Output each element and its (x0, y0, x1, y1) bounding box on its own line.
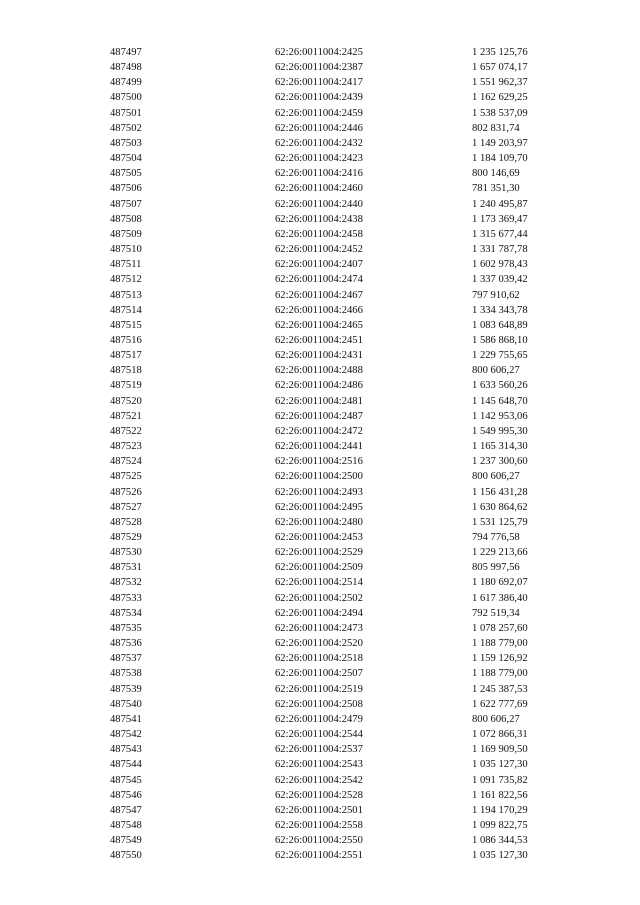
row-number: 487538 (110, 668, 142, 680)
cadastral-value: 1 035 127,30 (472, 759, 528, 771)
cadastral-value: 1 337 039,42 (472, 274, 528, 286)
cadastral-value: 1 156 431,28 (472, 486, 528, 498)
cadastral-number: 62:26:0011004:2508 (275, 698, 363, 710)
table-row (0, 666, 640, 681)
cadastral-number: 62:26:0011004:2441 (275, 441, 363, 453)
cadastral-value: 800 606,27 (472, 365, 520, 377)
cadastral-value: 800 606,27 (472, 713, 520, 725)
row-number: 487513 (110, 289, 142, 301)
table-row (0, 303, 640, 318)
table-row (0, 227, 640, 242)
table-row (0, 60, 640, 75)
row-number: 487530 (110, 547, 142, 559)
row-number: 487507 (110, 198, 142, 210)
cadastral-value: 797 910,62 (472, 289, 520, 301)
row-number: 487528 (110, 516, 142, 528)
row-number: 487541 (110, 713, 142, 725)
cadastral-number: 62:26:0011004:2528 (275, 789, 363, 801)
cadastral-number: 62:26:0011004:2438 (275, 213, 363, 225)
cadastral-number: 62:26:0011004:2544 (275, 729, 363, 741)
row-number: 487512 (110, 274, 142, 286)
cadastral-number: 62:26:0011004:2514 (275, 577, 363, 589)
cadastral-value: 1 245 387,53 (472, 683, 528, 695)
cadastral-value: 1 229 755,65 (472, 350, 528, 362)
table-row (0, 848, 640, 863)
cadastral-value: 1 630 864,62 (472, 501, 528, 513)
cadastral-number: 62:26:0011004:2529 (275, 547, 363, 559)
cadastral-value: 1 149 203,97 (472, 137, 528, 149)
row-number: 487506 (110, 183, 142, 195)
cadastral-number: 62:26:0011004:2467 (275, 289, 363, 301)
cadastral-number: 62:26:0011004:2459 (275, 107, 363, 119)
cadastral-number: 62:26:0011004:2481 (275, 395, 363, 407)
cadastral-number: 62:26:0011004:2432 (275, 137, 363, 149)
table-row (0, 500, 640, 515)
cadastral-number: 62:26:0011004:2500 (275, 471, 363, 483)
row-number: 487517 (110, 350, 142, 362)
row-number: 487516 (110, 334, 142, 346)
row-number: 487497 (110, 47, 142, 58)
cadastral-number: 62:26:0011004:2458 (275, 228, 363, 240)
table-row (0, 242, 640, 257)
row-number: 487502 (110, 122, 142, 134)
row-number: 487510 (110, 244, 142, 256)
cadastral-value: 792 519,34 (472, 607, 520, 619)
cadastral-number: 62:26:0011004:2440 (275, 198, 363, 210)
table-row (0, 439, 640, 454)
cadastral-value: 1 586 868,10 (472, 334, 528, 346)
row-number: 487505 (110, 168, 142, 180)
row-number: 487498 (110, 62, 142, 74)
table-row (0, 560, 640, 575)
cadastral-value: 800 146,69 (472, 168, 520, 180)
cadastral-value: 1 235 125,76 (472, 47, 528, 58)
row-number: 487544 (110, 759, 142, 771)
cadastral-value: 1 531 125,79 (472, 516, 528, 528)
table-row (0, 318, 640, 333)
cadastral-value: 781 351,30 (472, 183, 520, 195)
table-row (0, 545, 640, 560)
cadastral-value: 1 334 343,78 (472, 304, 528, 316)
row-number: 487542 (110, 729, 142, 741)
row-number: 487547 (110, 804, 142, 816)
cadastral-value: 1 035 127,30 (472, 850, 528, 862)
row-number: 487534 (110, 607, 142, 619)
row-number: 487524 (110, 456, 142, 468)
cadastral-value: 1 538 537,09 (472, 107, 528, 119)
table-row (0, 75, 640, 90)
cadastral-number: 62:26:0011004:2439 (275, 92, 363, 104)
table-row (0, 333, 640, 348)
cadastral-value: 1 194 170,29 (472, 804, 528, 816)
cadastral-value: 800 606,27 (472, 471, 520, 483)
table-row (0, 742, 640, 757)
table-row (0, 272, 640, 287)
cadastral-value: 1 237 300,60 (472, 456, 528, 468)
row-number: 487520 (110, 395, 142, 407)
row-number: 487529 (110, 532, 142, 543)
cadastral-value: 1 240 495,87 (472, 198, 528, 210)
cadastral-number: 62:26:0011004:2474 (275, 274, 363, 286)
table-row (0, 136, 640, 151)
cadastral-number: 62:26:0011004:2519 (275, 683, 363, 695)
table-row (0, 818, 640, 833)
cadastral-number: 62:26:0011004:2466 (275, 304, 363, 316)
row-number: 487540 (110, 698, 142, 710)
cadastral-number: 62:26:0011004:2446 (275, 122, 363, 134)
cadastral-number: 62:26:0011004:2516 (275, 456, 363, 468)
row-number: 487508 (110, 213, 142, 225)
cadastral-value: 1 188 779,00 (472, 638, 528, 650)
cadastral-number: 62:26:0011004:2407 (275, 259, 363, 271)
table-row (0, 515, 640, 530)
row-number: 487525 (110, 471, 142, 483)
table-row (0, 90, 640, 105)
cadastral-value: 1 633 560,26 (472, 380, 528, 392)
cadastral-value: 1 173 369,47 (472, 213, 528, 225)
cadastral-number: 62:26:0011004:2551 (275, 850, 363, 862)
row-number: 487533 (110, 592, 142, 604)
cadastral-value: 1 086 344,53 (472, 835, 528, 847)
table-row (0, 378, 640, 393)
cadastral-number: 62:26:0011004:2543 (275, 759, 363, 771)
cadastral-number: 62:26:0011004:2465 (275, 319, 363, 331)
table-row (0, 651, 640, 666)
cadastral-number: 62:26:0011004:2509 (275, 562, 363, 574)
row-number: 487531 (110, 562, 142, 574)
cadastral-number: 62:26:0011004:2501 (275, 804, 363, 816)
cadastral-value: 1 549 995,30 (472, 425, 528, 437)
cadastral-value: 1 602 978,43 (472, 259, 528, 271)
cadastral-value: 1 142 953,06 (472, 410, 528, 422)
cadastral-number: 62:26:0011004:2479 (275, 713, 363, 725)
table-row (0, 575, 640, 590)
table-row (0, 424, 640, 439)
row-number: 487518 (110, 365, 142, 377)
property-table (0, 45, 640, 863)
cadastral-number: 62:26:0011004:2537 (275, 744, 363, 756)
cadastral-number: 62:26:0011004:2486 (275, 380, 363, 392)
table-row (0, 606, 640, 621)
row-number: 487549 (110, 835, 142, 847)
table-row (0, 621, 640, 636)
table-row (0, 788, 640, 803)
table-row (0, 727, 640, 742)
cadastral-number: 62:26:0011004:2473 (275, 622, 363, 634)
table-row (0, 757, 640, 772)
cadastral-number: 62:26:0011004:2558 (275, 819, 363, 831)
cadastral-number: 62:26:0011004:2507 (275, 668, 363, 680)
table-row (0, 697, 640, 712)
cadastral-number: 62:26:0011004:2452 (275, 244, 363, 256)
row-number: 487501 (110, 107, 142, 119)
cadastral-number: 62:26:0011004:2416 (275, 168, 363, 180)
row-number: 487537 (110, 653, 142, 665)
cadastral-value: 1 169 909,50 (472, 744, 528, 756)
table-row (0, 212, 640, 227)
table-row (0, 485, 640, 500)
row-number: 487545 (110, 774, 142, 786)
table-row (0, 773, 640, 788)
cadastral-number: 62:26:0011004:2502 (275, 592, 363, 604)
cadastral-value: 1 161 822,56 (472, 789, 528, 801)
row-number: 487514 (110, 304, 142, 316)
cadastral-number: 62:26:0011004:2494 (275, 607, 363, 619)
row-number: 487519 (110, 380, 142, 392)
cadastral-number: 62:26:0011004:2542 (275, 774, 363, 786)
cadastral-number: 62:26:0011004:2495 (275, 501, 363, 513)
table-row (0, 363, 640, 378)
table-row (0, 591, 640, 606)
row-number: 487499 (110, 77, 142, 89)
cadastral-value: 1 188 779,00 (472, 668, 528, 680)
cadastral-value: 1 315 677,44 (472, 228, 528, 240)
cadastral-number: 62:26:0011004:2417 (275, 77, 363, 89)
table-row (0, 833, 640, 848)
table-row (0, 409, 640, 424)
cadastral-value: 1 331 787,78 (472, 244, 528, 256)
row-number: 487523 (110, 441, 142, 453)
row-number: 487536 (110, 638, 142, 650)
row-number: 487526 (110, 486, 142, 498)
cadastral-value: 1 078 257,60 (472, 622, 528, 634)
cadastral-value: 1 083 648,89 (472, 319, 528, 331)
cadastral-number: 62:26:0011004:2480 (275, 516, 363, 528)
cadastral-value: 1 145 648,70 (472, 395, 528, 407)
row-number: 487504 (110, 153, 142, 165)
cadastral-value: 1 622 777,69 (472, 698, 528, 710)
cadastral-value: 1 229 213,66 (472, 547, 528, 559)
table-row (0, 636, 640, 651)
table-row (0, 530, 640, 545)
cadastral-value: 1 072 866,31 (472, 729, 528, 741)
cadastral-number: 62:26:0011004:2451 (275, 334, 363, 346)
cadastral-value: 1 180 692,07 (472, 577, 528, 589)
cadastral-value: 1 162 629,25 (472, 92, 528, 104)
cadastral-number: 62:26:0011004:2472 (275, 425, 363, 437)
table-row (0, 197, 640, 212)
cadastral-value: 1 159 126,92 (472, 653, 528, 665)
table-row (0, 106, 640, 121)
table-row (0, 803, 640, 818)
table-row (0, 257, 640, 272)
table-row (0, 151, 640, 166)
table-row (0, 288, 640, 303)
table-row (0, 469, 640, 484)
row-number: 487539 (110, 683, 142, 695)
cadastral-value: 1 165 314,30 (472, 441, 528, 453)
cadastral-value: 1 617 386,40 (472, 592, 528, 604)
cadastral-value: 1 099 822,75 (472, 819, 528, 831)
cadastral-value: 1 551 962,37 (472, 77, 528, 89)
row-number: 487543 (110, 744, 142, 756)
cadastral-value: 802 831,74 (472, 122, 520, 134)
row-number: 487515 (110, 319, 142, 331)
cadastral-number: 62:26:0011004:2425 (275, 47, 363, 58)
table-row (0, 454, 640, 469)
row-number: 487521 (110, 410, 142, 422)
cadastral-value: 805 997,56 (472, 562, 520, 574)
table-row (0, 682, 640, 697)
cadastral-value: 1 184 109,70 (472, 153, 528, 165)
row-number: 487535 (110, 622, 142, 634)
cadastral-number: 62:26:0011004:2493 (275, 486, 363, 498)
cadastral-number: 62:26:0011004:2488 (275, 365, 363, 377)
table-row (0, 394, 640, 409)
table-row (0, 121, 640, 136)
row-number: 487527 (110, 501, 142, 513)
table-row (0, 45, 640, 60)
cadastral-number: 62:26:0011004:2453 (275, 532, 363, 543)
cadastral-number: 62:26:0011004:2550 (275, 835, 363, 847)
row-number: 487509 (110, 228, 142, 240)
row-number: 487500 (110, 92, 142, 104)
cadastral-value: 1 091 735,82 (472, 774, 528, 786)
cadastral-number: 62:26:0011004:2487 (275, 410, 363, 422)
row-number: 487546 (110, 789, 142, 801)
table-row (0, 712, 640, 727)
row-number: 487522 (110, 425, 142, 437)
row-number: 487511 (110, 259, 142, 271)
row-number: 487548 (110, 819, 142, 831)
row-number: 487503 (110, 137, 142, 149)
table-row (0, 166, 640, 181)
row-number: 487532 (110, 577, 142, 589)
cadastral-value: 794 776,58 (472, 532, 520, 543)
cadastral-number: 62:26:0011004:2520 (275, 638, 363, 650)
cadastral-number: 62:26:0011004:2431 (275, 350, 363, 362)
cadastral-number: 62:26:0011004:2387 (275, 62, 363, 74)
cadastral-number: 62:26:0011004:2423 (275, 153, 363, 165)
row-number: 487550 (110, 850, 142, 862)
cadastral-number: 62:26:0011004:2460 (275, 183, 363, 195)
table-row (0, 181, 640, 196)
table-row (0, 348, 640, 363)
cadastral-number: 62:26:0011004:2518 (275, 653, 363, 665)
cadastral-value: 1 657 074,17 (472, 62, 528, 74)
